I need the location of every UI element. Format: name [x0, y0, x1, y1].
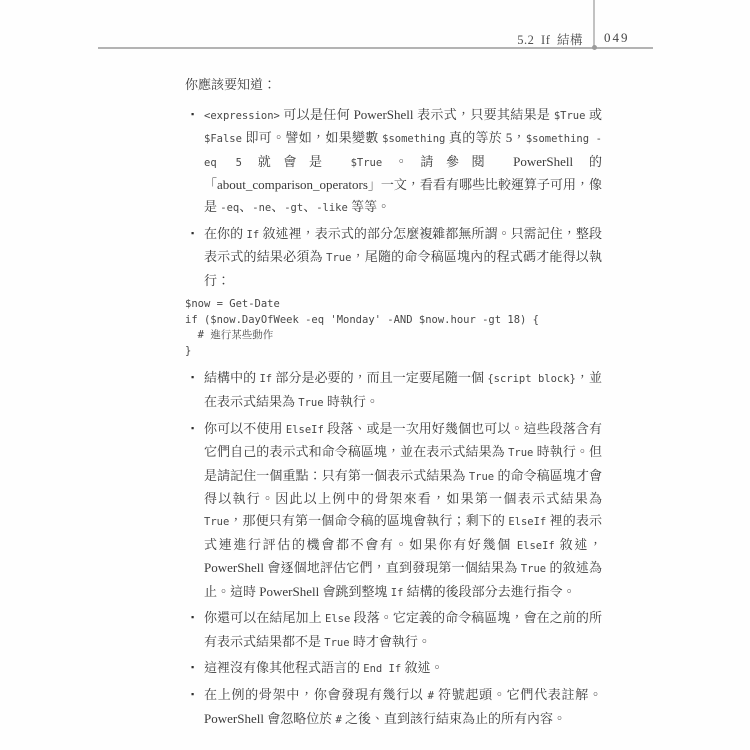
- bullet-item: [185, 684, 602, 731]
- inline-code: <expression>: [204, 109, 280, 122]
- bullet-text: 你還可以在結尾加上 Else 段落。它定義的命令稿區塊，會在之前的所有表示式結果都不是 True 時才會執行。: [204, 610, 602, 649]
- code-line: $now = Get-Date: [185, 298, 280, 311]
- code-block: [185, 297, 602, 359]
- inline-code: $True: [553, 109, 586, 122]
- inline-code: -ne: [252, 201, 272, 214]
- inline-code: -eq: [220, 201, 240, 214]
- inline-code: $something -eq 5: [204, 133, 602, 169]
- inline-code: Else: [325, 613, 351, 626]
- inline-code: True: [204, 515, 230, 528]
- inline-code: ElseIf: [508, 515, 547, 528]
- inline-code: End If: [363, 663, 402, 676]
- bullet-square-icon: ▪: [191, 422, 195, 433]
- bullet-square-icon: ▪: [191, 108, 195, 119]
- inline-code: True: [298, 396, 324, 409]
- inline-code: ElseIf: [285, 423, 324, 436]
- bullet-item: [185, 418, 602, 605]
- bullet-text: 你可以不使用 ElseIf 段落、或是一次用好幾個也可以。這些段落含有它們自己的表示式和命令稿區塊，並在表示式結果為 True 時執行。但是請記住一個重點：只有第一個表示式結果為 True 的命令稿區塊才會得以執行。因此以上例中的骨架來看，如果第一個表示式結果為 True，那便只有第一個命令稿的區塊會執行；剩下的 ElseIf 裡的表示式連進行評估的機會都不會有。如果你有好幾個 ElseIf 敘述，PowerShell 會逐個地評估它們，直到發現第一個結果為 True 的敘述為止。這時 PowerShell 會跳到整塊 If 結構的後段部分去進行指令。: [204, 420, 602, 599]
- inline-code: If: [259, 373, 273, 386]
- bullet-square-icon: ▪: [191, 372, 195, 383]
- bullet-text: <expression> 可以是任何 PowerShell 表示式，只要其結果是 $True 或 $False 即可。譬如，如果變數 $something 真的等於 5，$something -eq 5 就會是 $True。請參閱 PowerShell 的「about_comparison_operators」一文，看看有哪些比較運算子可用，像是 -eq、-ne、-gt、-like 等等。: [204, 106, 602, 214]
- inline-code: $False: [204, 133, 242, 146]
- bullet-item: [185, 223, 602, 292]
- bullet-text: 在上例的骨架中，你會發現有幾行以 # 符號起頭。它們代表註解。PowerShell 會忽略位於 # 之後、直到該行結束為止的所有內容。: [204, 687, 602, 726]
- inline-code: #: [335, 713, 342, 726]
- bullet-square-icon: ▪: [191, 689, 195, 700]
- intro-text: 你應該要知道：: [185, 77, 277, 92]
- inline-code: If: [246, 228, 260, 241]
- inline-code: True: [324, 636, 350, 649]
- header-rule-junction-dot: [592, 45, 597, 50]
- inline-code: #: [427, 690, 434, 703]
- bullet-item: [185, 104, 602, 220]
- bullet-square-icon: ▪: [191, 227, 195, 238]
- content-blocks: [185, 104, 602, 732]
- bullet-text: 這裡沒有像其他程式語言的 End If 敘述。: [204, 660, 444, 676]
- inline-code: $something: [382, 133, 446, 146]
- inline-code: -like: [316, 201, 348, 214]
- bullet-item: [185, 367, 602, 414]
- inline-code: If: [390, 586, 404, 599]
- page-content: [185, 74, 602, 734]
- inline-code: True: [468, 470, 495, 483]
- bullet-square-icon: ▪: [191, 612, 195, 623]
- bullet-square-icon: ▪: [191, 662, 195, 673]
- inline-code: -gt: [284, 201, 304, 214]
- code-line: # 進行某些動作: [185, 329, 274, 342]
- inline-code: True: [326, 252, 352, 265]
- inline-code: True: [508, 447, 534, 460]
- bullet-item: [185, 657, 602, 681]
- inline-code: True: [520, 563, 547, 576]
- code-line: }: [185, 344, 192, 357]
- page-number: 049: [604, 30, 630, 45]
- bullet-text: 結構中的 If 部分是必要的，而且一定要尾隨一個 {script block}，並在表示式結果為 True 時執行。: [204, 370, 602, 409]
- inline-code: {script block}: [487, 373, 576, 386]
- code-line: if ($now.DayOfWeek -eq 'Monday' -AND $now.hour -gt 18) {: [185, 313, 540, 326]
- header-vertical-rule: [593, 0, 595, 48]
- bullet-text: 在你的 If 敘述裡，表示式的部分怎麼複雜都無所謂。只需記住，整段表示式的結果必須為 True，尾隨的命令稿區塊內的程式碼才能得以執行：: [204, 225, 602, 288]
- inline-code: $True: [350, 156, 383, 169]
- running-head: 5.2 If 結構: [517, 33, 583, 47]
- bullet-item: [185, 607, 602, 654]
- inline-code: ElseIf: [516, 539, 555, 552]
